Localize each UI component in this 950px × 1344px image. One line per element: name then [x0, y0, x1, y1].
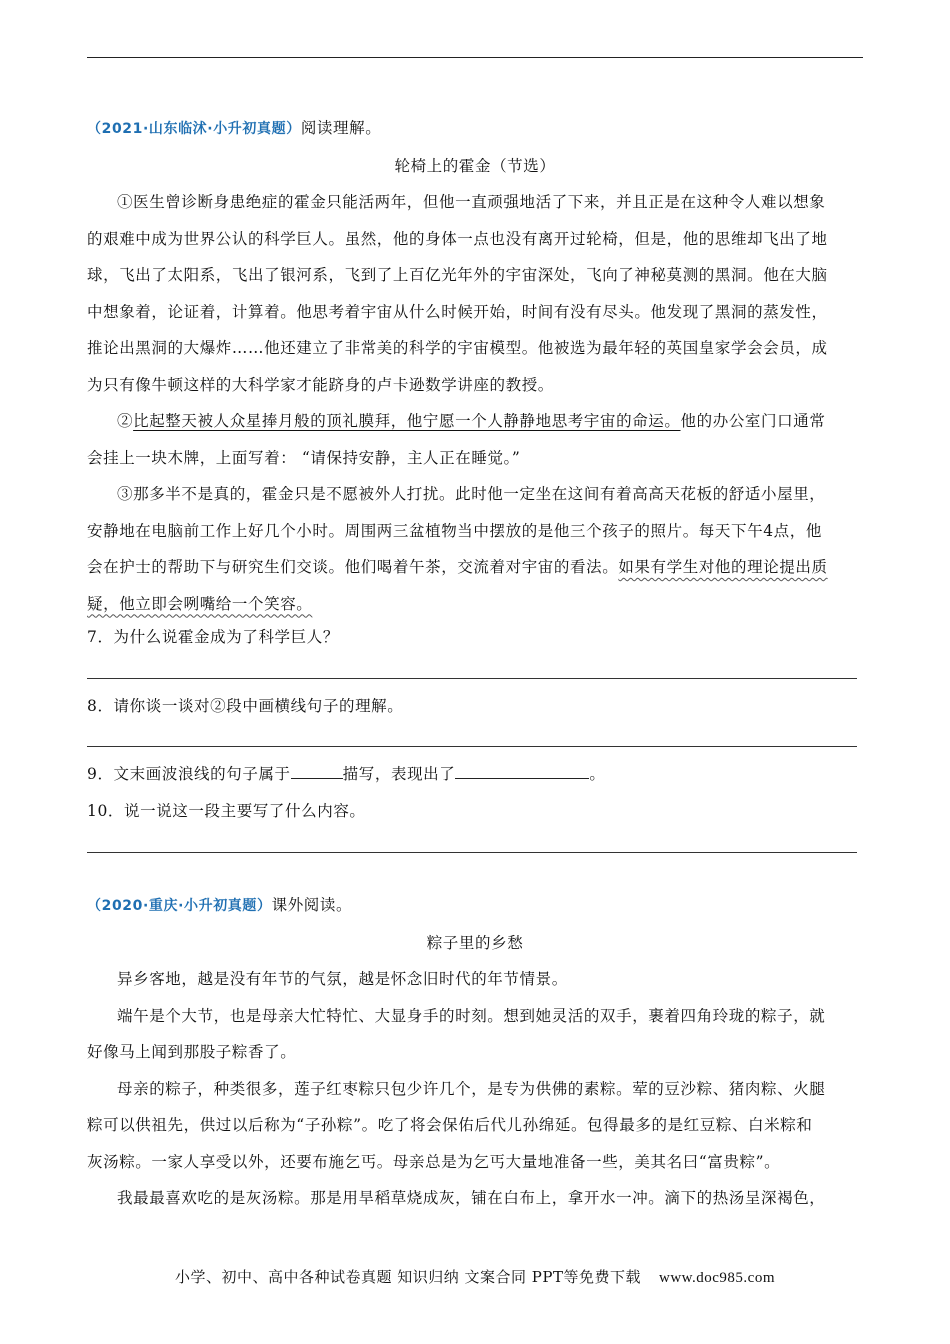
- passage1-para2-line: [87, 403, 863, 440]
- passage1-heading: [87, 110, 863, 148]
- answer-line-8[interactable]: [87, 746, 857, 747]
- passage2-line: 粽可以供祖先，供过以后称为“子孙粽”。吃了将会保佑后代儿孙绵延。包得最多的是红豆粽、白米粽和: [87, 1116, 813, 1134]
- para2-rest: 他的办公室门口通常: [680, 412, 826, 430]
- footer-site-link[interactable]: www.doc985.com: [658, 1270, 775, 1286]
- question-9-text: [87, 756, 863, 793]
- question-10-text: 10．说一说这一段主要写了什么内容。: [87, 801, 366, 820]
- passage2-line: 好像马上闻到那股子粽香了。: [87, 1043, 297, 1061]
- footer-text: 小学、初中、高中各种试卷真题 知识归纳 文案合同 PPT等免费下载: [174, 1268, 641, 1286]
- passage1-para3-line: 安静地在电脑前工作上好几个小时。周围两三盆植物当中摆放的是他三个孩子的照片。每天下午4点，他: [87, 521, 822, 540]
- passage1-para1-line: 推论出黑洞的大爆炸……他还建立了非常美的科学的宇宙模型。他被选为最年轻的英国皇家学会会员，成: [87, 339, 828, 357]
- passage1-para1-line: 为只有像牛顿这样的大科学家才能跻身的卢卡逊数学讲座的教授。: [87, 375, 554, 394]
- question-9-part-a: 9．文末画波浪线的句子属于: [87, 765, 291, 783]
- question-9-part-b: 描写，表现出了: [342, 765, 456, 783]
- passage2-line: 我最最喜欢吃的是灰汤粽。那是用旱稻草烧成灰，铺在白布上，拿开水一冲。滴下的热汤呈深褐色，: [117, 1189, 826, 1207]
- passage2-heading: [87, 887, 863, 925]
- passage2-line: 母亲的粽子，种类很多，莲子红枣粽只包少许几个，是专为供佛的素粽。荤的豆沙粽、猪肉粽、火腿: [117, 1079, 826, 1098]
- passage2-line: 灰汤粽。一家人享受以外，还要布施乞丐。母亲总是为乞丐大量地准备一些，美其名曰“富贵粽”。: [87, 1152, 781, 1171]
- question-8: [87, 688, 863, 725]
- passage1: [87, 110, 863, 622]
- passage1-para1-line: 的艰难中成为世界公认的科学巨人。虽然，他的身体一点也没有离开过轮椅，但是，他的思维却飞出了地: [87, 229, 828, 248]
- header-rule: [87, 57, 863, 58]
- para3-plain: 会在护士的帮助下与研究生们交谈。他们喝着午茶，交流着对宇宙的看法。: [87, 558, 619, 576]
- passage2-source: （2020·重庆·小升初真题）: [87, 898, 272, 914]
- question-7: [87, 619, 863, 656]
- question-8-text: 8．请你谈一谈对②段中画横线句子的理解。: [87, 697, 404, 715]
- wavy-sentence: 如果有学生对他的理论提出质: [618, 558, 828, 576]
- passage1-para2-line: 会挂上一块木牌，上面写着： “请保持安静，主人正在睡觉。”: [87, 448, 521, 467]
- footer: [0, 1266, 950, 1287]
- passage1-instruction: 阅读理解。: [300, 119, 382, 137]
- question-9-part-c: 。: [589, 765, 606, 783]
- underlined-sentence: 比起整天被人众星捧月般的顶礼膜拜，他宁愿一个人静静地思考宇宙的命运。: [133, 412, 681, 430]
- answer-line-7[interactable]: [87, 678, 857, 679]
- passage1-para1-line: 球，飞出了太阳系，飞出了银河系，飞到了上百亿光年外的宇宙深处，飞向了神秘莫测的黑洞。他在大脑: [87, 266, 828, 284]
- passage2-line: 端午是个大节，也是母亲大忙特忙、大显身手的时刻。想到她灵活的双手，裹着四角玲珑的粽子，就: [117, 1006, 826, 1025]
- blank-1[interactable]: [291, 760, 343, 779]
- passage1-para3-line: [87, 549, 863, 586]
- passage2-instruction: 课外阅读。: [271, 896, 353, 914]
- para2-number: ②: [117, 412, 134, 430]
- passage1-source: （2021·山东临沭·小升初真题）: [87, 121, 301, 137]
- passage2: [87, 887, 863, 1217]
- passage1-para1-line: 中想象着，论证着，计算着。他思考着宇宙从什么时候开始，时间有没有尽头。他发现了黑洞的蒸发性，: [87, 302, 828, 321]
- answer-line-10[interactable]: [87, 852, 857, 853]
- question-9: [87, 756, 863, 829]
- passage1-para3-line: [87, 586, 863, 623]
- passage1-para1-line: ①医生曾诊断身患绝症的霍金只能活两年，但他一直顽强地活了下来，并且正是在这种令人难以想象: [117, 193, 826, 211]
- passage1-para3-line: ③那多半不是真的，霍金只是不愿被外人打扰。此时他一定坐在这间有着高高天花板的舒适小屋里，: [117, 485, 826, 503]
- passage1-title: 轮椅上的霍金（节选）: [394, 156, 556, 175]
- blank-2[interactable]: [455, 760, 589, 779]
- passage2-line: 异乡客地，越是没有年节的气氛，越是怀念旧时代的年节情景。: [117, 970, 568, 988]
- passage2-title: 粽子里的乡愁: [426, 933, 524, 952]
- question-7-text: 7．为什么说霍金成为了科学巨人？: [87, 628, 339, 646]
- wavy-sentence: 疑，他立即会咧嘴给一个笑容。: [87, 594, 313, 613]
